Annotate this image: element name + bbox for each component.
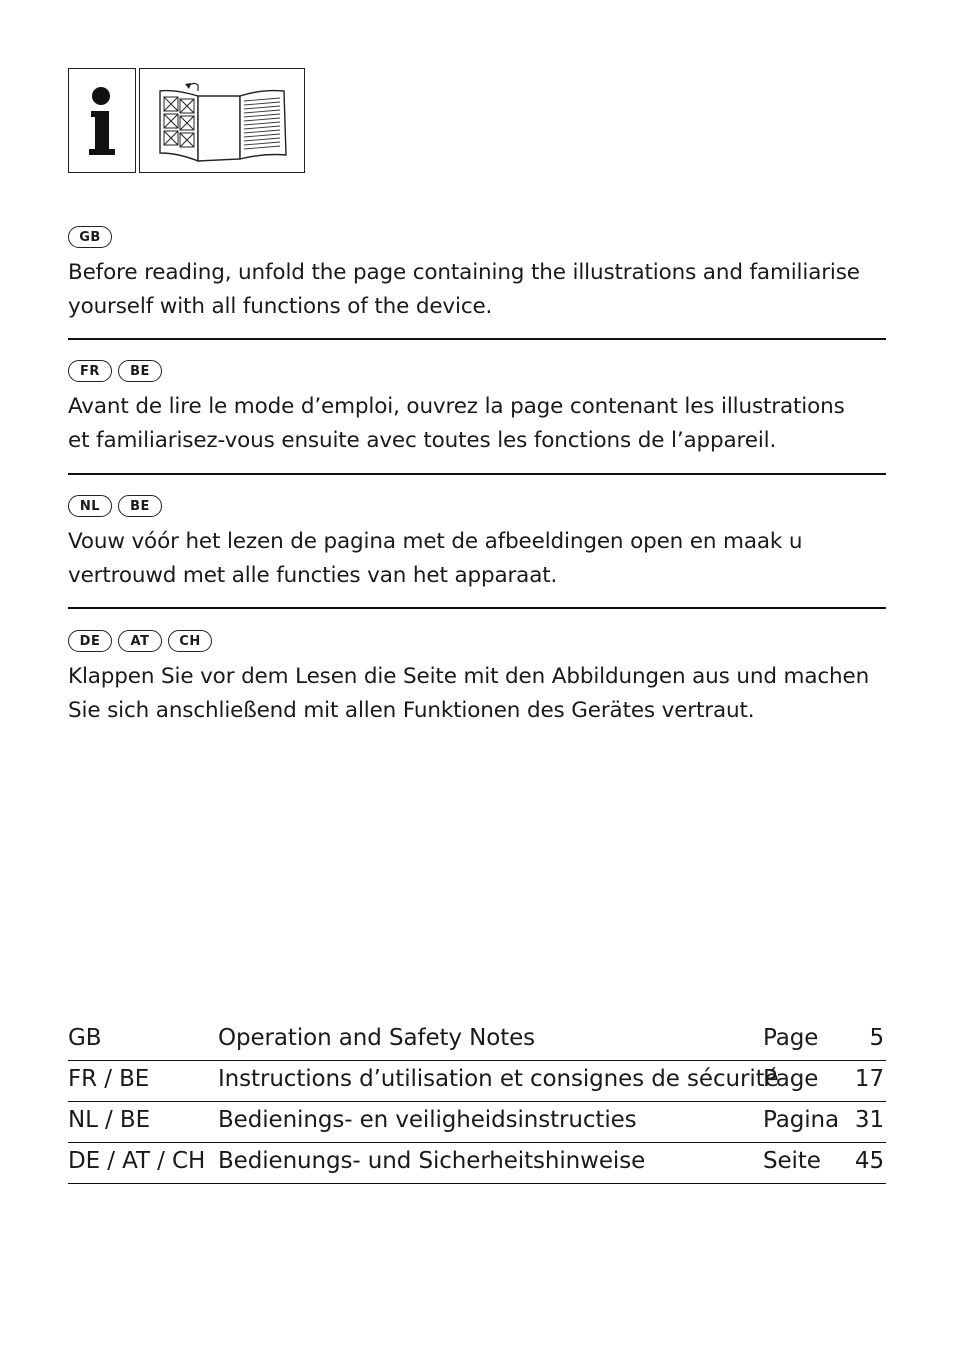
toc-page-label: Page [763,1066,819,1092]
toc-row-fr-be[interactable] [68,1061,886,1102]
badge-fr: FR [68,360,112,382]
toc-language: DE / AT / CH [68,1148,206,1174]
language-badges [68,630,886,654]
toc-page-number: 5 [869,1025,884,1051]
toc-page-label: Seite [763,1148,821,1174]
toc-title: Operation and Safety Notes [218,1025,536,1051]
badge-at: AT [118,630,162,652]
section-fr-be [68,360,886,458]
toc-row-gb[interactable] [68,1020,886,1061]
instruction-text-nl [68,525,886,593]
toc-language: FR / BE [68,1066,150,1092]
divider [68,607,886,609]
text-line: Avant de lire le mode d’emploi, ouvrez la page contenant les illustrations [68,394,845,419]
text-line: Before reading, unfold the page containing the illustrations and familiarise [68,260,860,285]
toc-page-number: 45 [854,1148,884,1174]
instruction-text-fr [68,390,886,458]
badge-nl: NL [68,495,112,517]
text-line: vertrouwd met alle functies van het apparaat. [68,563,558,588]
divider [68,473,886,475]
toc-page-label: Page [763,1025,819,1051]
toc-title: Instructions d’utilisation et consignes de sécurité [218,1066,779,1092]
badge-be: BE [118,360,162,382]
section-de-at-ch [68,630,886,728]
divider [68,338,886,340]
badge-de: DE [68,630,112,652]
text-line: yourself with all functions of the device. [68,294,493,319]
toc-language: GB [68,1025,102,1051]
text-line: Klappen Sie vor dem Lesen die Seite mit den Abbildungen aus und machen [68,664,870,689]
language-badges [68,495,886,519]
section-gb [68,226,886,324]
instruction-text-gb [68,256,886,324]
text-line: et familiarisez-vous ensuite avec toutes les fonctions de l’appareil. [68,428,777,453]
toc-row-nl-be[interactable] [68,1102,886,1143]
instruction-text-de [68,660,886,728]
info-icon-box [68,68,136,173]
toc-row-de-at-ch[interactable] [68,1143,886,1184]
toc-title: Bedienings- en veiligheidsinstructies [218,1107,637,1133]
toc-title: Bedienungs- und Sicherheitshinweise [218,1148,646,1174]
badge-gb: GB [68,226,112,248]
language-badges [68,360,886,384]
badge-be: BE [118,495,162,517]
info-icon [69,69,137,174]
toc-page-label: Pagina [763,1107,839,1133]
toc-page-number: 17 [854,1066,884,1092]
section-nl-be [68,495,886,593]
text-line: Sie sich anschließend mit allen Funktionen des Gerätes vertraut. [68,698,755,723]
unfold-page-icon-box [139,68,305,173]
language-badges [68,226,886,250]
toc-page-number: 31 [854,1107,884,1133]
text-line: Vouw vóór het lezen de pagina met de afbeeldingen open en maak u [68,529,803,554]
badge-ch: CH [168,630,212,652]
unfold-page-icon [140,69,306,174]
toc-language: NL / BE [68,1107,151,1133]
table-of-contents [68,1020,886,1184]
